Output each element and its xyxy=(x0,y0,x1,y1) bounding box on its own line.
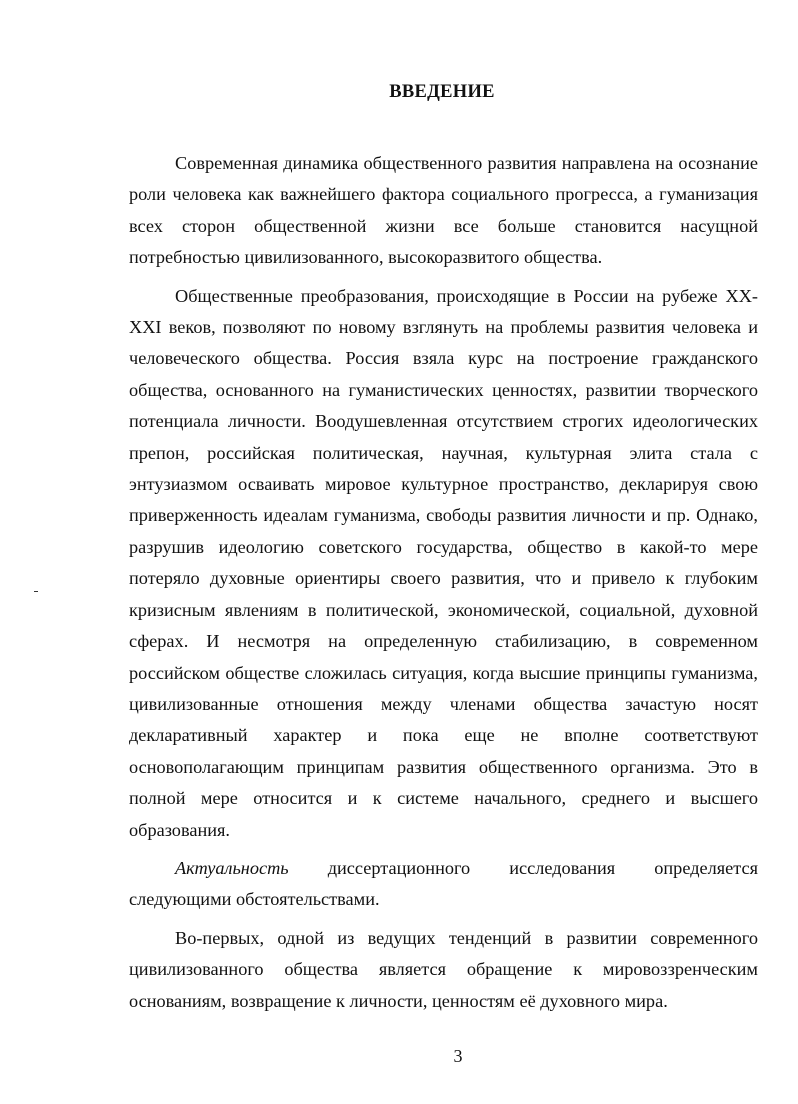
paragraph-intro: Современная динамика общественного развития направлена на осознание роли человека как важнейшего фактора социального прогресса, а гуманизация всех сторон общественной жизни все больше становится насущной потребностью цивилизованного, высокоразвитого общества. xyxy=(129,153,758,268)
paragraph-transformations: Общественные преобразования, происходящие в России на рубеже XX-XXI веков, позволяют по новому взглянуть на проблемы развития человека и человеческого общества. Россия взяла курс на построение гражданского общества, основанного на гуманистических ценностях, развитии творческого потенциала личности. Воодушевленная отсутствием строгих идеологических препон, российская политическая, научная, культурная элита стала с энтузиазмом осваивать мировое культурное пространство, декларируя свою приверженность идеалам гуманизма, свободы развития личности и пр. Однако, разрушив идеологию советского государства, общество в какой-то мере потеряло духовные ориентиры своего развития, что и привело к глубоким кризисным явлениям в политической, экономической, социальной, духовной сферах. И несмотря на определенную стабилизацию, в современном российском обществе сложилась ситуация, когда высшие принципы гуманизма, цивилизованные отношения между членами общества зачастую носят декларативный характер и пока еще не вполне соответствуют основополагающим принципам развития общественного организма. Это в полной мере относится и к системе начального, среднего и высшего образования. xyxy=(129,285,758,840)
body-text xyxy=(129,148,758,1024)
page-number: 3 xyxy=(453,1046,463,1066)
relevance-emphasis: Актуальность xyxy=(175,857,289,878)
page-title: ВВЕДЕНИЕ xyxy=(389,82,495,102)
paragraph-relevance xyxy=(129,853,758,916)
margin-mark xyxy=(34,591,38,592)
relevance-text: диссертационного исследования определяется следующими обстоятельствами. xyxy=(129,857,758,910)
paragraph-firstly: Во-первых, одной из ведущих тенденций в развитии современного цивилизованного общества является обращение к мировоззренческим основаниям, возвращение к личности, ценностям её духовного мира. xyxy=(129,927,758,1011)
